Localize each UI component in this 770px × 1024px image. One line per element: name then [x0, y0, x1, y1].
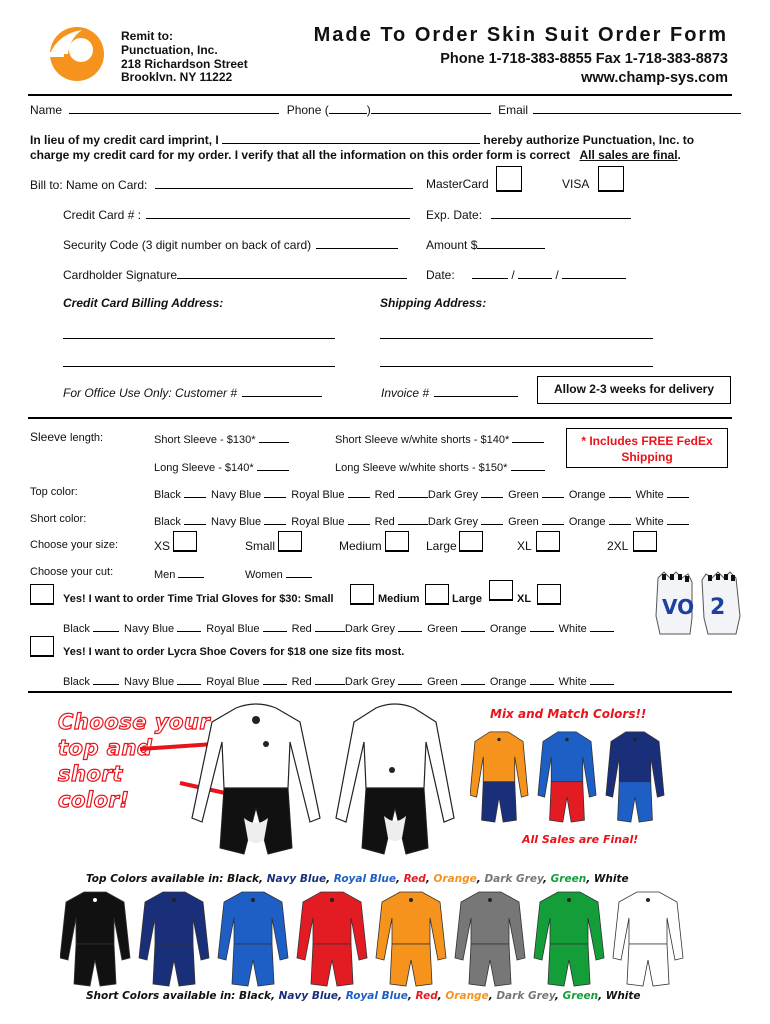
gloves-color-dark-grey-field[interactable] — [398, 620, 422, 632]
company-logo — [48, 24, 106, 82]
gloves-color-royal-blue-field[interactable] — [263, 620, 287, 632]
color-suit-royal-blue — [218, 892, 288, 986]
cut-men-label: Men — [154, 569, 176, 581]
short-color-dark-grey: Dark Grey — [427, 516, 478, 528]
gloves-large-label: Large — [452, 593, 482, 605]
bill-to-label: Bill to: Name on Card: — [30, 178, 148, 192]
top-caption-black: Black — [227, 873, 260, 885]
top-color-navy-blue: Navy Blue — [211, 489, 262, 501]
long-sleeve-white-option[interactable] — [335, 459, 545, 474]
mix-suit-royal-red — [538, 732, 596, 822]
short-caption-red: Red — [415, 990, 438, 1002]
promo-line-2: top and — [58, 736, 153, 760]
shoe-covers-checkbox[interactable] — [30, 636, 54, 657]
date-day-field[interactable] — [518, 267, 552, 279]
shoe-color-dark-grey-field[interactable] — [398, 673, 422, 685]
long-sleeve-white-label: Long Sleeve w/white shorts - $150* — [335, 462, 508, 474]
name-label: Name — [30, 103, 63, 117]
top-caption-red: Red — [403, 873, 426, 885]
all-sales-final-caption: All Sales are Final! — [522, 833, 639, 846]
top-caption-green: Green — [550, 873, 587, 885]
gloves-color-navy-blue-field[interactable] — [177, 620, 201, 632]
sleeve-word: Sleeve — [30, 430, 67, 444]
sleeve-label — [30, 430, 103, 444]
customer-number-field[interactable] — [242, 385, 322, 397]
visa-checkbox[interactable] — [598, 166, 624, 192]
gloves-color-orange-field[interactable] — [530, 620, 554, 632]
long-sleeve-field[interactable] — [257, 459, 289, 471]
credit-card-label: Credit Card # : — [63, 208, 142, 222]
size-label: Choose your size: — [30, 539, 119, 551]
short-color-black: Black — [154, 516, 181, 528]
top-caption-grey: Dark Grey — [484, 873, 544, 885]
exp-date-row — [426, 207, 631, 222]
short-color-green-field[interactable] — [542, 513, 564, 525]
top-color-royal-blue-field[interactable] — [348, 486, 370, 498]
top-color-options — [154, 486, 689, 501]
website: www.champ-sys.com — [581, 70, 728, 86]
short-caption-green: Green — [562, 990, 599, 1002]
shoe-color-black: Black — [63, 676, 90, 688]
svg-text:2: 2 — [710, 595, 726, 620]
promo-line-1: Choose your — [58, 710, 211, 734]
short-color-red: Red — [374, 516, 395, 528]
short-color-royal-blue-field[interactable] — [348, 513, 370, 525]
promo-line-3: short — [58, 762, 123, 786]
size-2xl-label: 2XL — [607, 539, 629, 553]
invoice-field[interactable] — [434, 385, 518, 397]
top-caption-navy: Navy Blue — [266, 873, 327, 885]
color-suit-black — [60, 892, 130, 986]
short-sleeve-white-label: Short Sleeve w/white shorts - $140* — [335, 434, 510, 446]
color-suit-red — [297, 892, 367, 986]
short-color-navy-blue-field[interactable] — [264, 513, 286, 525]
short-caption-navy: Navy Blue — [278, 990, 339, 1002]
company-city: Brooklvn. NY 11222 — [121, 70, 233, 84]
short-color-white: White — [635, 516, 664, 528]
short-color-royal-blue: Royal Blue — [291, 516, 345, 528]
form-title: Made To Order Skin Suit Order Form — [313, 24, 728, 46]
short-sleeve-white-option[interactable] — [335, 431, 544, 446]
cut-women-option — [245, 566, 312, 581]
gloves-color-white-field[interactable] — [590, 620, 614, 632]
short-caption-white: White — [605, 990, 641, 1002]
order-divider — [28, 691, 732, 693]
short-caption-royal: Royal Blue — [345, 990, 408, 1002]
shoe-color-red: Red — [291, 676, 312, 688]
gloves-color-black-field[interactable] — [93, 620, 119, 632]
top-color-red-field[interactable] — [398, 486, 428, 498]
gloves-color-red-field[interactable] — [315, 620, 345, 632]
top-color-dark-grey: Dark Grey — [427, 489, 478, 501]
date-year-field[interactable] — [562, 267, 626, 279]
office-use-label: For Office Use Only: Customer # — [63, 386, 238, 400]
shoe-color-red-field[interactable] — [315, 673, 345, 685]
color-suit-green — [534, 892, 604, 986]
gloves-color-orange: Orange — [489, 623, 527, 635]
size-small-checkbox[interactable] — [278, 531, 302, 552]
phone-label: Phone ( — [286, 103, 329, 117]
amount-label: Amount $ — [426, 238, 478, 252]
shoe-color-dark-grey: Dark Grey — [344, 676, 395, 688]
size-large-checkbox[interactable] — [459, 531, 483, 552]
long-sleeve-option[interactable] — [154, 459, 289, 474]
authorizer-name-field[interactable] — [222, 132, 480, 144]
short-caption-grey: Dark Grey — [496, 990, 555, 1002]
short-color-orange-field[interactable] — [609, 513, 631, 525]
shoe-covers-text: Yes! I want to order Lycra Shoe Covers for $18 one size fits most. — [63, 646, 405, 658]
top-caption-royal: Royal Blue — [333, 873, 396, 885]
left-glove — [656, 572, 694, 634]
exp-date-label: Exp. Date: — [426, 208, 483, 222]
gloves-color-options — [63, 620, 614, 635]
top-caption-orange: Orange — [433, 873, 477, 885]
top-color-orange-field[interactable] — [609, 486, 631, 498]
office-use-row — [63, 385, 322, 400]
top-caption-white: White — [593, 873, 629, 885]
visa-label: VISA — [562, 177, 590, 191]
date-separator: / — [555, 268, 559, 282]
top-color-green: Green — [508, 489, 539, 501]
gloves-color-navy-blue: Navy Blue — [124, 623, 175, 635]
email-label: Email — [498, 103, 529, 117]
shoe-color-royal-blue: Royal Blue — [206, 676, 260, 688]
top-color-red: Red — [374, 489, 395, 501]
top-colors-prefix: Top Colors available in: — [86, 873, 224, 885]
cut-women-label: Women — [245, 569, 283, 581]
amount-row — [426, 237, 545, 252]
mix-suit-orange-navy — [470, 732, 528, 822]
gloves-illustration — [650, 568, 745, 638]
short-colors-caption: Short Colors available in: Black, Navy Blue, Royal Blue, Red, Orange, Dark Grey, Green, White — [86, 990, 641, 1002]
security-code-label: Security Code (3 digit number on back of card) — [63, 238, 312, 252]
phone-fax: Phone 1-718-383-8855 Fax 1-718-383-8873 — [440, 51, 728, 67]
shoe-color-white-field[interactable] — [590, 673, 614, 685]
name-on-card-field[interactable] — [155, 177, 413, 189]
size-medium-checkbox[interactable] — [385, 531, 409, 552]
short-color-navy-blue: Navy Blue — [211, 516, 262, 528]
color-suit-orange — [376, 892, 446, 986]
gloves-color-dark-grey: Dark Grey — [344, 623, 395, 635]
header-divider — [28, 94, 732, 96]
mix-match-caption: Mix and Match Colors!! — [490, 707, 647, 721]
color-suits-row — [60, 886, 700, 990]
email-field[interactable] — [533, 102, 741, 114]
all-sales-final: All sales are final — [579, 148, 678, 162]
auth-end: hereby authorize Punctuation, Inc. to — [483, 133, 695, 147]
shoe-color-black-field[interactable] — [93, 673, 119, 685]
gloves-xl-checkbox[interactable] — [537, 584, 561, 605]
right-glove — [702, 572, 740, 634]
delivery-note-box: Allow 2-3 weeks for delivery — [537, 376, 731, 404]
shipping-address-line-2[interactable] — [380, 366, 653, 367]
top-color-white: White — [635, 489, 664, 501]
short-caption-orange: Orange — [445, 990, 489, 1002]
shoe-color-navy-blue-field[interactable] — [177, 673, 201, 685]
short-sleeve-field[interactable] — [259, 431, 289, 443]
signature-label: Cardholder Signature — [63, 268, 178, 282]
size-xl-checkbox[interactable] — [536, 531, 560, 552]
shoe-color-white: White — [558, 676, 587, 688]
short-color-white-field[interactable] — [667, 513, 689, 525]
white-suit-illustration — [332, 698, 458, 868]
signature-row — [63, 267, 407, 282]
mix-suit-navy-royal — [606, 732, 664, 822]
amount-field[interactable] — [477, 237, 545, 249]
long-sleeve-white-field[interactable] — [511, 459, 545, 471]
short-sleeve-option[interactable] — [154, 431, 289, 446]
shoe-color-green: Green — [427, 676, 458, 688]
gloves-color-green: Green — [427, 623, 458, 635]
top-color-black: Black — [154, 489, 181, 501]
short-color-dark-grey-field[interactable] — [481, 513, 503, 525]
top-color-orange: Orange — [568, 489, 606, 501]
date-label: Date: — [426, 268, 455, 282]
exp-date-field[interactable] — [491, 207, 631, 219]
billing-address-line-1[interactable] — [63, 338, 335, 339]
company-street: 218 Richardson Street — [121, 57, 248, 71]
credit-card-row — [63, 207, 410, 222]
gloves-text: Yes! I want to order Time Trial Gloves for $30: Small — [63, 593, 334, 605]
credit-card-field[interactable] — [146, 207, 410, 219]
long-sleeve-suit-illustration — [188, 698, 324, 868]
billing-address-line-2[interactable] — [63, 366, 335, 367]
top-colors-caption: Top Colors available in: Black, Navy Blue, Royal Blue, Red, Orange, Dark Grey, Green, White — [86, 873, 629, 885]
short-color-orange: Orange — [568, 516, 606, 528]
gloves-large-checkbox[interactable] — [489, 580, 513, 601]
bill-to-row — [30, 177, 413, 192]
phone-area-field[interactable] — [329, 102, 367, 114]
long-sleeve-label: Long Sleeve - $140* — [154, 462, 254, 474]
company-name: Punctuation, Inc. — [121, 43, 218, 57]
size-xl-label: XL — [517, 539, 532, 553]
date-month-field[interactable] — [472, 267, 508, 279]
short-sleeve-label: Short Sleeve - $130* — [154, 434, 256, 446]
remit-to-label: Remit to: — [121, 29, 173, 43]
size-small-label: Small — [245, 539, 276, 553]
shipping-address-heading: Shipping Address: — [380, 296, 487, 310]
shipping-address-line-1[interactable] — [380, 338, 653, 339]
free-shipping-box: * Includes FREE FedEx Shipping — [566, 428, 728, 468]
shoe-color-green-field[interactable] — [461, 673, 485, 685]
shoe-covers-color-options — [63, 673, 614, 688]
gloves-color-black: Black — [63, 623, 90, 635]
color-suit-white — [613, 892, 683, 986]
size-medium-label: Medium — [339, 539, 382, 553]
sleeve-length-word: length: — [70, 432, 104, 444]
shoe-color-navy-blue: Navy Blue — [124, 676, 175, 688]
short-color-green: Green — [508, 516, 539, 528]
auth-period: . — [677, 148, 681, 162]
date-row — [426, 267, 626, 282]
short-color-black-field[interactable] — [184, 513, 206, 525]
shoe-color-orange-field[interactable] — [530, 673, 554, 685]
top-color-green-field[interactable] — [542, 486, 564, 498]
mastercard-label: MasterCard — [426, 177, 489, 191]
phone-close: ) — [366, 103, 371, 117]
short-color-options — [154, 513, 689, 528]
gloves-color-white: White — [558, 623, 587, 635]
top-color-black-field[interactable] — [184, 486, 206, 498]
gloves-xl-label: XL — [517, 593, 532, 605]
mix-match-suits — [470, 728, 670, 828]
short-caption-black: Black — [239, 990, 271, 1002]
contact-row — [30, 102, 741, 117]
gloves-medium-checkbox[interactable] — [425, 584, 449, 605]
signature-field[interactable] — [177, 267, 407, 279]
date-separator: / — [511, 268, 515, 282]
shoe-color-orange: Orange — [489, 676, 527, 688]
cut-label: Choose your cut: — [30, 566, 114, 578]
auth-line-2: charge my credit card for my order. I verify that all the information on this order form is correct — [30, 148, 571, 162]
authorization-line-1 — [30, 132, 694, 147]
top-color-dark-grey-field[interactable] — [481, 486, 503, 498]
cut-men-option — [154, 566, 204, 581]
billing-address-heading: Credit Card Billing Address: — [63, 296, 224, 310]
short-color-label: Short color: — [30, 513, 87, 525]
color-suit-navy-blue — [139, 892, 209, 986]
gloves-checkbox[interactable] — [30, 584, 54, 605]
svg-text:VO: VO — [662, 595, 695, 619]
security-code-field[interactable] — [316, 237, 398, 249]
top-color-label: Top color: — [30, 486, 78, 498]
security-code-row — [63, 237, 398, 252]
auth-start: In lieu of my credit card imprint, I — [30, 133, 219, 147]
short-colors-prefix: Short Colors available in: — [86, 990, 236, 1002]
shoe-color-royal-blue-field[interactable] — [263, 673, 287, 685]
promo-line-4: color! — [58, 788, 130, 812]
size-large-label: Large — [426, 539, 457, 553]
invoice-row — [381, 385, 518, 400]
authorization-line-2 — [30, 148, 681, 162]
cut-women-field[interactable] — [286, 566, 312, 578]
color-suit-dark-grey — [455, 892, 525, 986]
gloves-color-red: Red — [291, 623, 312, 635]
mastercard-checkbox[interactable] — [496, 166, 522, 192]
invoice-label: Invoice # — [381, 386, 430, 400]
gloves-color-green-field[interactable] — [461, 620, 485, 632]
gloves-medium-label: Medium — [378, 593, 420, 605]
top-color-white-field[interactable] — [667, 486, 689, 498]
gloves-color-royal-blue: Royal Blue — [206, 623, 260, 635]
top-color-royal-blue: Royal Blue — [291, 489, 345, 501]
gloves-small-checkbox[interactable] — [350, 584, 374, 605]
billing-divider — [28, 417, 732, 419]
phone-field[interactable] — [371, 102, 491, 114]
short-sleeve-white-field[interactable] — [512, 431, 544, 443]
cut-men-field[interactable] — [178, 566, 204, 578]
top-color-navy-blue-field[interactable] — [264, 486, 286, 498]
name-field[interactable] — [69, 102, 279, 114]
short-color-red-field[interactable] — [398, 513, 428, 525]
size-xs-label: XS — [154, 539, 171, 553]
size-xs-checkbox[interactable] — [173, 531, 197, 552]
size-2xl-checkbox[interactable] — [633, 531, 657, 552]
